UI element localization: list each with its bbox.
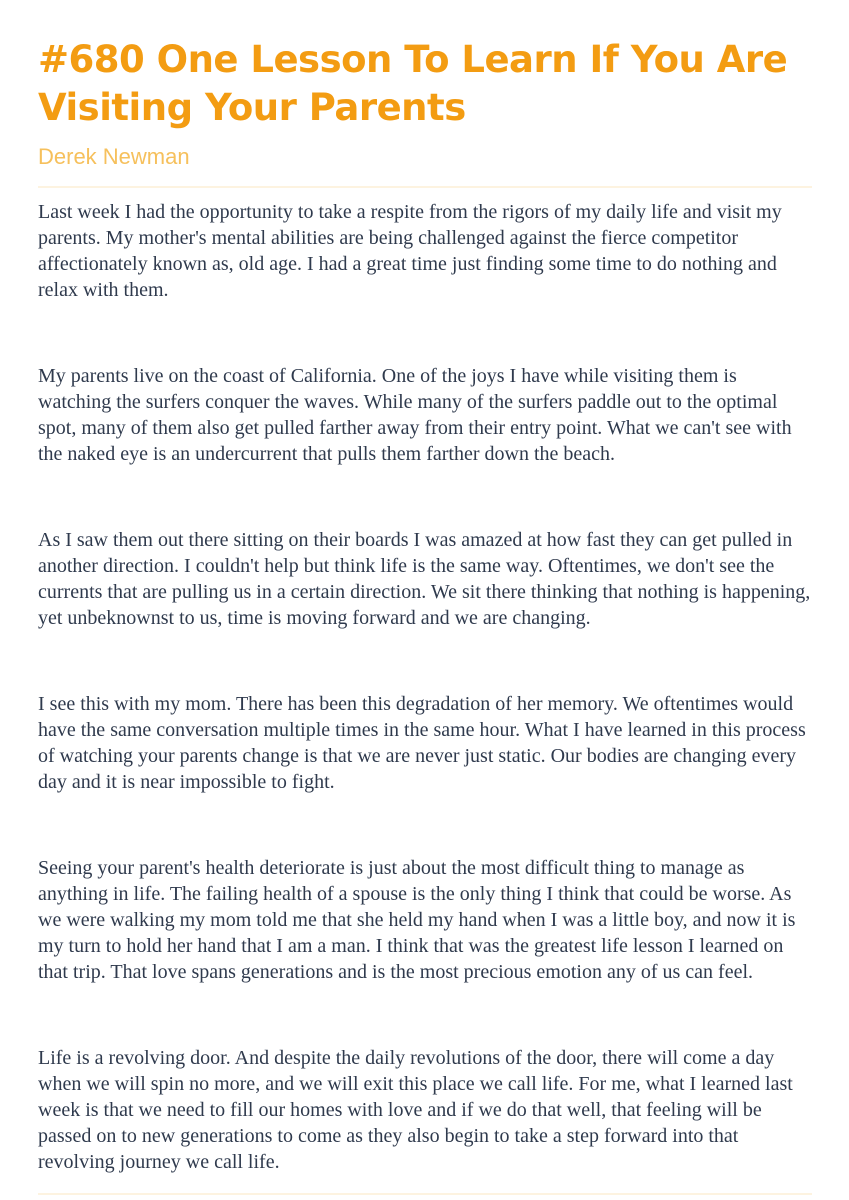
header-divider xyxy=(38,186,812,188)
footer-divider xyxy=(38,1193,812,1195)
article-author: Derek Newman xyxy=(38,144,190,169)
article-body xyxy=(38,199,812,1175)
paragraph: As I saw them out there sitting on their boards I was amazed at how fast they can get pulled in another direction. I couldn't help but think life is the same way. Oftentimes, we don't see the currents that are pulling us in a certain direction. We sit there thinking that nothing is happening, yet unbeknownst to us, time is moving forward and we are changing. xyxy=(38,529,811,629)
paragraph: I see this with my mom. There has been this degradation of her memory. We oftentimes would have the same conversation multiple times in the same hour. What I have learned in this process of watching your parents change is that we are never just static. Our bodies are changing every day and it is near impossible to fight. xyxy=(38,693,806,793)
article-title: #680 One Lesson To Learn If You Are Visiting Your Parents xyxy=(38,38,788,129)
article xyxy=(38,36,812,1195)
paragraph: Seeing your parent's health deteriorate is just about the most difficult thing to manage as anything in life. The failing health of a spouse is the only thing I think that could be worse. As we were walking my mom told me that she held my hand when I was a little boy, and now it is my turn to hold her hand that I am a man. I think that was the greatest life lesson I learned on that trip. That love spans generations and is the most precious emotion any of us can feel. xyxy=(38,857,796,983)
paragraph: My parents live on the coast of California. One of the joys I have while visiting them is watching the surfers conquer the waves. While many of the surfers paddle out to the optimal spot, many of them also get pulled farther away from their entry point. What we can't see with the naked eye is an undercurrent that pulls them farther down the beach. xyxy=(38,365,792,465)
paragraph: Last week I had the opportunity to take a respite from the rigors of my daily life and visit my parents. My mother's mental abilities are being challenged against the fierce competitor affectionately known as, old age. I had a great time just finding some time to do nothing and relax with them. xyxy=(38,201,782,301)
paragraph: Life is a revolving door. And despite the daily revolutions of the door, there will come a day when we will spin no more, and we will exit this place we call life. For me, what I learned last week is that we need to fill our homes with love and if we do that well, that feeling will be passed on to new generations to come as they also begin to take a step forward into that revolving journey we call life. xyxy=(38,1047,793,1173)
